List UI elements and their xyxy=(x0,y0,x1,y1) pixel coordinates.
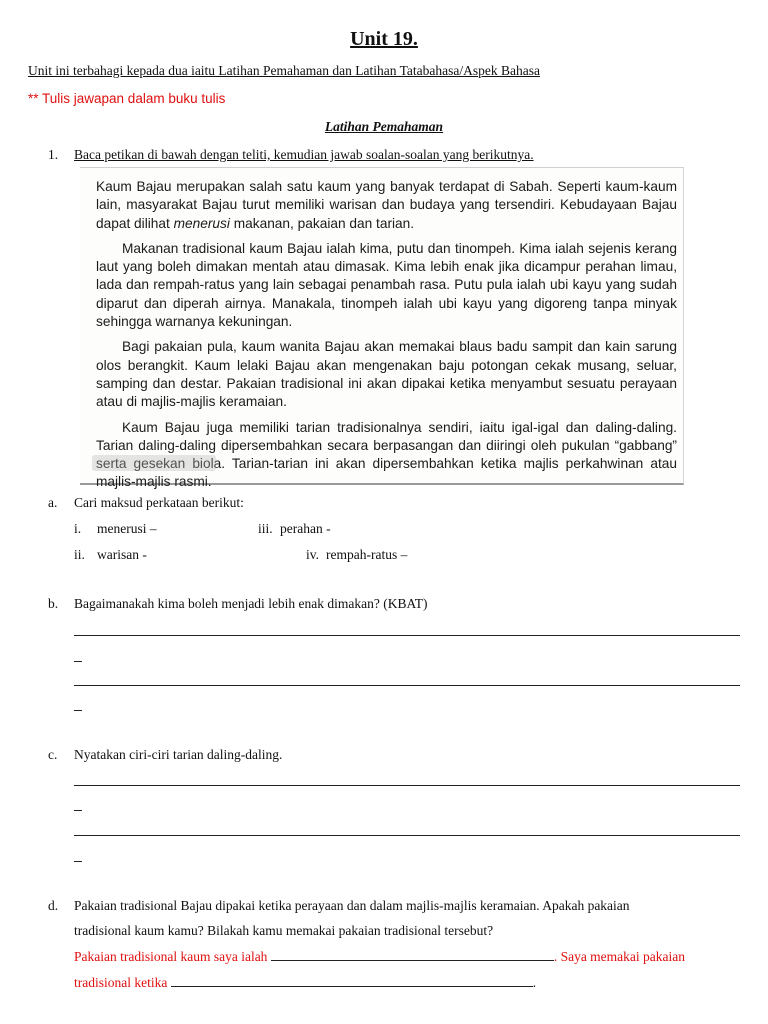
passage-p1-italic: menerusi xyxy=(173,215,230,231)
part-d-answer-line-1 xyxy=(74,948,685,965)
passage-box xyxy=(80,167,684,490)
part-a-item-1-text: menerusi – xyxy=(97,521,157,536)
passage-p1-text-end: makanan, pakaian dan tarian. xyxy=(229,215,415,231)
unit-intro: Unit ini terbahagi kepada dua iaitu Latihan Pemahaman dan Latihan Tatabahasa/Aspek Bahasa xyxy=(28,63,540,78)
part-c-question xyxy=(0,747,768,767)
part-d-answer-end: . xyxy=(532,975,537,990)
part-a-question xyxy=(0,495,768,515)
part-c-answer-dash-1 xyxy=(74,810,82,811)
part-a-item-1-num: i. xyxy=(74,521,82,536)
part-d-blank-1[interactable] xyxy=(271,948,554,961)
part-c-answer-dash-2 xyxy=(74,861,82,862)
part-a-item-2-num: ii. xyxy=(74,547,85,562)
part-d-answer-prompt-2: . Saya memakai pakaian xyxy=(553,949,686,964)
part-d-answer-prompt-3: tradisional ketika xyxy=(74,975,168,990)
passage-paragraph-3: Bagi pakaian pula, kaum wanita Bajau akan memakai blaus badu sampit dan kain sarung olos berangkit. Kaum lelaki Bajau akan mengenakan baju potongan cekak musang, seluar, samping dan destar. Pakaian tradisional ini akan dipakai ketika menyambut sesuatu perayaan atau di majlis-majlis keramaian. xyxy=(96,339,677,410)
part-a-text: Cari maksud perkataan berikut: xyxy=(74,495,244,510)
part-b-question xyxy=(0,596,768,616)
page-title: Unit 19. xyxy=(350,28,418,50)
part-c-label: c. xyxy=(48,747,58,762)
part-b-answer-line-2[interactable] xyxy=(74,685,740,686)
part-b-label: b. xyxy=(48,596,59,611)
part-d-text-line-1: Pakaian tradisional Bajau dipakai ketika perayaan dan dalam majlis-majlis keramaian. Apakah pakaian xyxy=(74,898,630,913)
part-d-question xyxy=(0,898,768,918)
question-1-instruction: Baca petikan di bawah dengan teliti, kemudian jawab soalan-soalan yang berikutnya. xyxy=(74,147,534,162)
part-d-label: d. xyxy=(48,898,59,913)
part-a-item-1 xyxy=(74,521,157,537)
watermark-badge xyxy=(92,455,216,471)
part-d-answer-line-2 xyxy=(74,974,536,991)
part-d-text-line-2: tradisional kaum kamu? Bilakah kamu memakai pakaian tradisional tersebut? xyxy=(74,923,494,938)
part-b-answer-dash-1 xyxy=(74,661,82,662)
part-a-item-3-text: perahan - xyxy=(280,521,331,536)
instruction-note: ** Tulis jawapan dalam buku tulis xyxy=(28,91,226,106)
part-a-item-3 xyxy=(258,521,331,537)
question-1 xyxy=(48,147,534,163)
part-a-item-2-text: warisan - xyxy=(97,547,147,562)
passage-paragraph-1 xyxy=(96,178,677,233)
part-a-item-2 xyxy=(74,547,147,563)
question-1-number: 1. xyxy=(48,147,59,162)
passage-paragraph-2: Makanan tradisional kaum Bajau ialah kima, putu dan tinompeh. Kima ialah sejenis kerang laut yang boleh dimakan mentah atau dimasak. Kima lebih enak jika dicampur perahan limau, lada dan rempah-ratus yang lain sebagai penambah rasa. Putu pula ialah ubi kayu yang sudah diparut dan diperah airnya. Manakala, tinompeh ialah ubi kayu yang digoreng tanpa minyak sehingga warnanya kekuningan. xyxy=(96,240,677,330)
part-c-answer-line-1[interactable] xyxy=(74,785,740,786)
part-b-answer-dash-2 xyxy=(74,710,82,711)
part-a-item-4-text: rempah-ratus – xyxy=(326,547,408,562)
part-b-text: Bagaimanakah kima boleh menjadi lebih enak dimakan? (KBAT) xyxy=(74,596,428,611)
part-a-label: a. xyxy=(48,495,58,510)
part-b-answer-line-1[interactable] xyxy=(74,635,740,636)
part-a-item-4 xyxy=(306,547,407,563)
part-a-item-4-num: iv. xyxy=(306,547,319,562)
section-title: Latihan Pemahaman xyxy=(324,119,444,134)
part-c-text: Nyatakan ciri-ciri tarian daling-daling. xyxy=(74,747,283,762)
passage-paragraph-4: Kaum Bajau juga memiliki tarian tradisionalnya sendiri, iaitu igal-igal dan daling-daling. Tarian daling-daling dipersembahkan secara berpasangan dan diiringi oleh pukulan “gabbang” serta gesekan biola. Tarian-tarian ini akan dipersembahkan ketika majlis perkahwinan atau majlis-majlis rasmi. xyxy=(96,419,677,490)
part-c-answer-line-2[interactable] xyxy=(74,835,740,836)
part-a-item-3-num: iii. xyxy=(258,521,273,536)
part-d-answer-prompt-1: Pakaian tradisional kaum saya ialah xyxy=(74,949,268,964)
part-d-blank-2[interactable] xyxy=(171,974,533,987)
passage-p1-text: Kaum Bajau merupakan salah satu kaum yang banyak terdapat di Sabah. Seperti kaum-kaum lain, masyarakat Bajau turut memiliki warisan dan budaya yang tersendiri. Kebudayaan Bajau dapat dilihat xyxy=(96,179,677,231)
